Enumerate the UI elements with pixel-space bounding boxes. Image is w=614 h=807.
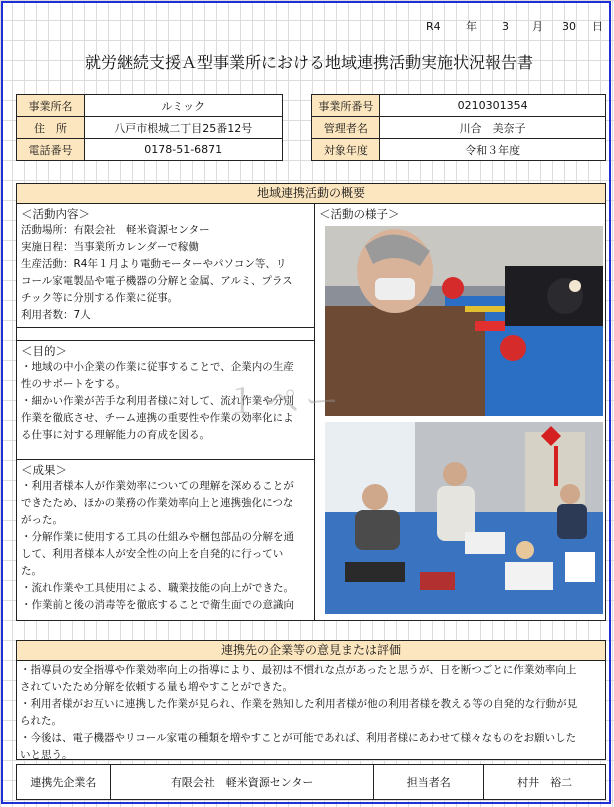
result-line: ・分解作業に使用する工具の仕組みや梱包部品の分解を通: [21, 531, 294, 543]
evaluation-line: られた。: [20, 715, 62, 727]
result-line: ・利用者様本人が作業効率についての理解を深めることが: [21, 480, 294, 492]
fiscal-year-value: 令和３年度: [380, 139, 606, 161]
activity-photo-1: [325, 226, 603, 416]
result-line: ・流れ作業や工具使用による、職業技能の向上ができた。: [21, 582, 294, 594]
activity-line: 実施日程：当事業所カレンダーで稼働: [21, 241, 199, 253]
address-label: 住 所: [17, 117, 85, 139]
purpose-line: る仕事に対する理解能力の育成を図る。: [21, 429, 210, 441]
result-line: できたため、ほかの業務の作業効率向上と連携強化につな: [21, 497, 294, 509]
partner-person-label: 担当者名: [374, 765, 484, 800]
overview-section: [16, 183, 606, 621]
scene-title: ＜活動の様子＞: [319, 207, 400, 221]
purpose-title: ＜目的＞: [21, 344, 67, 358]
date-month: 3: [502, 19, 509, 33]
partner-table: [16, 764, 606, 800]
activity-line: コール家電製品や電子機器の分解と金属、アルミ、プラス: [21, 275, 293, 287]
evaluation-section: [16, 640, 606, 760]
date-day-unit: 日: [592, 20, 603, 33]
fiscal-year-label: 対象年度: [312, 139, 380, 161]
partner-person-value: 村井 裕二: [484, 765, 606, 800]
office-name-label: 事業所名: [17, 95, 85, 117]
partner-company-label: 連携先企業名: [17, 765, 111, 800]
purpose-line: ・細かい作業が苦手な利用者様に対して、流れ作業や分別: [21, 395, 294, 407]
evaluation-line: ・利用者様がお互いに連携した作業が見られ、作業を熟知した利用者様が他の利用者様を教える等の自発的な行動が見: [20, 698, 578, 710]
office-info-table: [16, 94, 606, 161]
result-line: して、利用者様本人が安全性の向上を自発的に行ってい: [21, 548, 284, 560]
date-day: 30: [562, 19, 576, 33]
activity-line: 生産活動：R4年１月より電動モーターやパソコン等、リ: [21, 258, 287, 270]
evaluation-body: [17, 661, 605, 765]
address-value: 八戸市根城二丁目25番12号: [84, 117, 282, 139]
office-number-value: 0210301354: [380, 95, 606, 117]
report-date: [378, 14, 610, 38]
evaluation-header: 連携先の企業等の意見または評価: [17, 641, 605, 661]
result-line: ・作業前と後の消毒等を徹底することで衛生面での意識向: [21, 599, 294, 611]
result-line: がった。: [21, 514, 63, 526]
office-number-label: 事業所番号: [312, 95, 380, 117]
activity-block: [17, 204, 314, 328]
evaluation-line: されていたため分解を依頼する量も増やすことができた。: [20, 681, 293, 693]
phone-value: 0178-51-6871: [84, 139, 282, 161]
date-year-unit: 年: [466, 20, 477, 33]
partner-company-value: 有限会社 軽米資源センター: [110, 765, 374, 800]
page-title: 就労継続支援Ａ型事業所における地域連携活動実施状況報告書: [84, 53, 533, 72]
result-block: [17, 460, 314, 620]
overview-header: 地域連携活動の概要: [17, 184, 605, 204]
evaluation-line: ・指導員の安全指導や作業効率向上の指導により、最初は不慣れな点があったと思うが、日を断つごとに作業効率向上: [20, 664, 577, 676]
page-watermark: １ペー: [225, 382, 345, 422]
activity-line: 利用者数：7人: [21, 309, 91, 321]
overview-right-column: [315, 204, 605, 620]
office-name-value: ルミック: [84, 95, 282, 117]
purpose-line: 作業を徹底させ、チーム連携の重要性や作業の効率化によ: [21, 412, 294, 424]
manager-label: 管理者名: [312, 117, 380, 139]
evaluation-line: ・今後は、電子機器やリコール家電の種類を増やすことが可能であれば、利用者様にあわせて様々なものをお願いした: [20, 732, 577, 744]
date-era-year: R4: [426, 19, 441, 33]
evaluation-line: いと思う。: [20, 749, 73, 761]
manager-value: 川合 美奈子: [380, 117, 606, 139]
result-line: た。: [21, 565, 42, 577]
date-month-unit: 月: [532, 20, 543, 33]
purpose-line: ・地域の中小企業の作業に従事することで、企業内の生産: [21, 361, 294, 373]
activity-line: チック等に分別する作業に従事。: [21, 292, 179, 304]
activity-photo-2: [325, 422, 603, 614]
result-title: ＜成果＞: [21, 463, 67, 477]
purpose-line: 性のサポートをする。: [21, 378, 126, 390]
activity-line: 活動場所：有限会社 軽米資源センター: [21, 224, 210, 236]
phone-label: 電話番号: [17, 139, 85, 161]
activity-title: ＜活動内容＞: [21, 207, 90, 221]
